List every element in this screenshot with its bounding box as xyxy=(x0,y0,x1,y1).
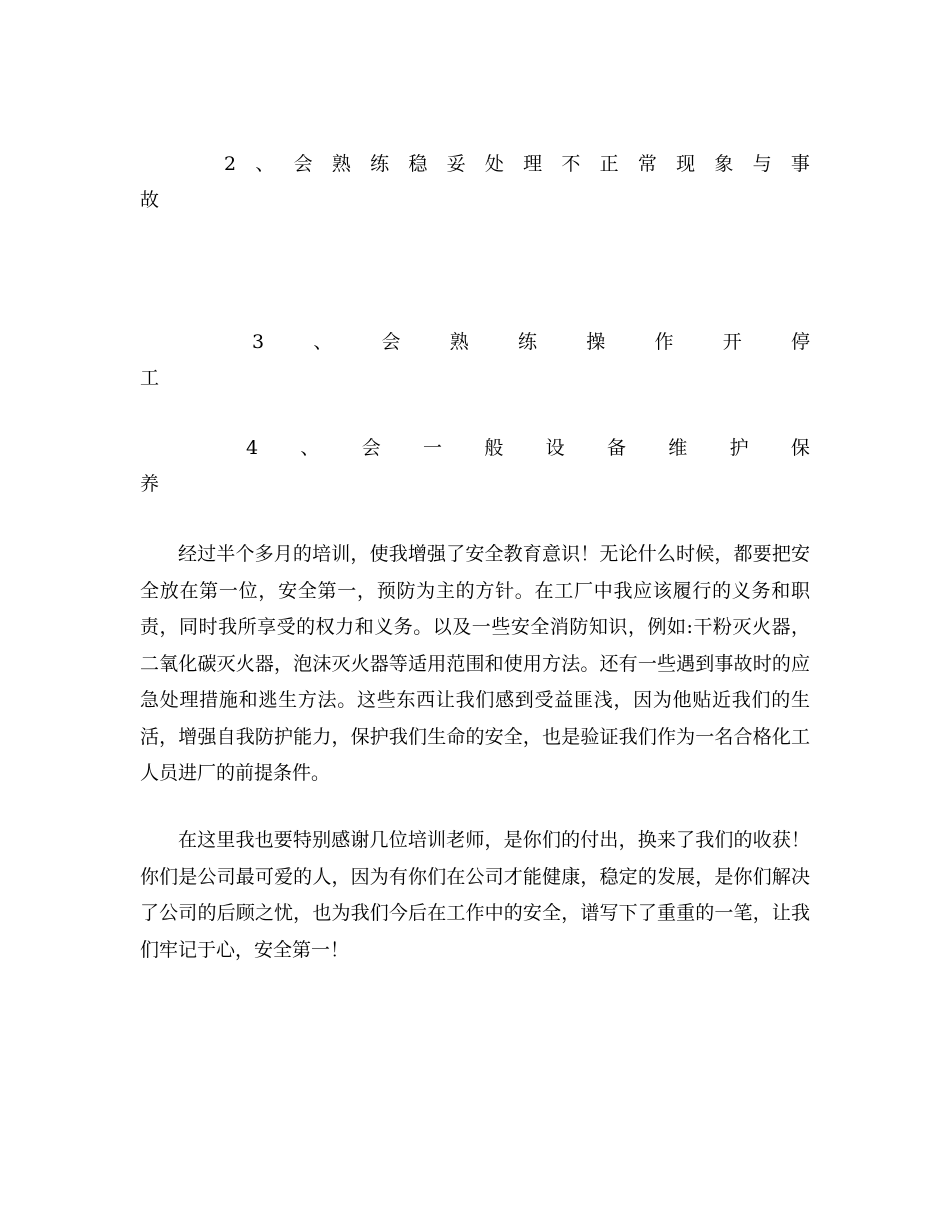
list-item-char: 开 xyxy=(722,331,742,353)
list-item-char: 练 xyxy=(518,331,538,353)
list-item-char: 一 xyxy=(423,437,443,459)
list-item-char: 3 xyxy=(252,331,265,353)
paragraph-thanks: 在这里我也要特别感谢几位培训老师，是你们的付出，换来了我们的收获！你们是公司最可爱的人，因为有你们在公司才能健康，稳定的发展，是你们解决了公司的后顾之忧，也为我们今后在工作中的安全，谱写下了重重的一笔，让我们牢记于心，安全第一！ xyxy=(140,829,810,961)
list-item-3-tail: 工 xyxy=(140,367,160,389)
list-item-3 xyxy=(140,324,810,396)
list-item-char: 护 xyxy=(729,437,749,459)
list-item-char: 备 xyxy=(606,437,626,459)
list-item-char: 2 xyxy=(224,153,237,175)
list-item-char: 4 xyxy=(246,437,259,459)
list-item-4-tail: 养 xyxy=(140,473,160,495)
list-item-char: 保 xyxy=(790,437,810,459)
list-item-char: 妥 xyxy=(446,153,466,175)
list-item-char: 熟 xyxy=(331,153,351,175)
list-item-char: 现 xyxy=(676,153,696,175)
list-item-char: 设 xyxy=(545,437,565,459)
list-item-char: 不 xyxy=(561,153,581,175)
list-item-2-line xyxy=(140,146,810,182)
list-item-char: 事 xyxy=(790,153,810,175)
list-item-char: 、 xyxy=(255,153,275,175)
list-item-char: 熟 xyxy=(449,331,469,353)
list-item-4 xyxy=(140,430,810,502)
list-item-char: 理 xyxy=(523,153,543,175)
list-item-char: 与 xyxy=(752,153,772,175)
list-item-char: 会 xyxy=(293,153,313,175)
list-item-char: 操 xyxy=(586,331,606,353)
list-item-char: 、 xyxy=(313,331,333,353)
list-item-4-line xyxy=(140,430,810,466)
list-item-char: 练 xyxy=(370,153,390,175)
list-item-char: 正 xyxy=(599,153,619,175)
list-item-char: 停 xyxy=(790,331,810,353)
list-item-char: 常 xyxy=(637,153,657,175)
list-item-char: 处 xyxy=(484,153,504,175)
list-item-char: 般 xyxy=(484,437,504,459)
list-item-char: 会 xyxy=(381,331,401,353)
paragraph-training-summary: 经过半个多月的培训，使我增强了安全教育意识！无论什么时候，都要把安全放在第一位，安全第一，预防为主的方针。在工厂中我应该履行的义务和职责，同时我所享受的权力和义务。以及一些安全消防知识，例如:干粉灭火器，二氧化碳灭火器，泡沫灭火器等适用范围和使用方法。还有一些遇到事故时的应急处理措施和逃生方法。这些东西让我们感到受益匪浅，因为他贴近我们的生活，增强自我防护能力，保护我们生命的安全，也是验证我们作为一名合格化工人员进厂的前提条件。 xyxy=(140,543,810,784)
list-item-char: 、 xyxy=(300,437,320,459)
list-item-char: 会 xyxy=(361,437,381,459)
list-item-2 xyxy=(140,146,810,218)
list-item-char: 稳 xyxy=(408,153,428,175)
list-item-char: 作 xyxy=(654,331,674,353)
list-item-char: 象 xyxy=(714,153,734,175)
list-item-3-line xyxy=(140,324,810,360)
list-item-char: 维 xyxy=(668,437,688,459)
list-item-2-tail: 故 xyxy=(140,189,160,211)
